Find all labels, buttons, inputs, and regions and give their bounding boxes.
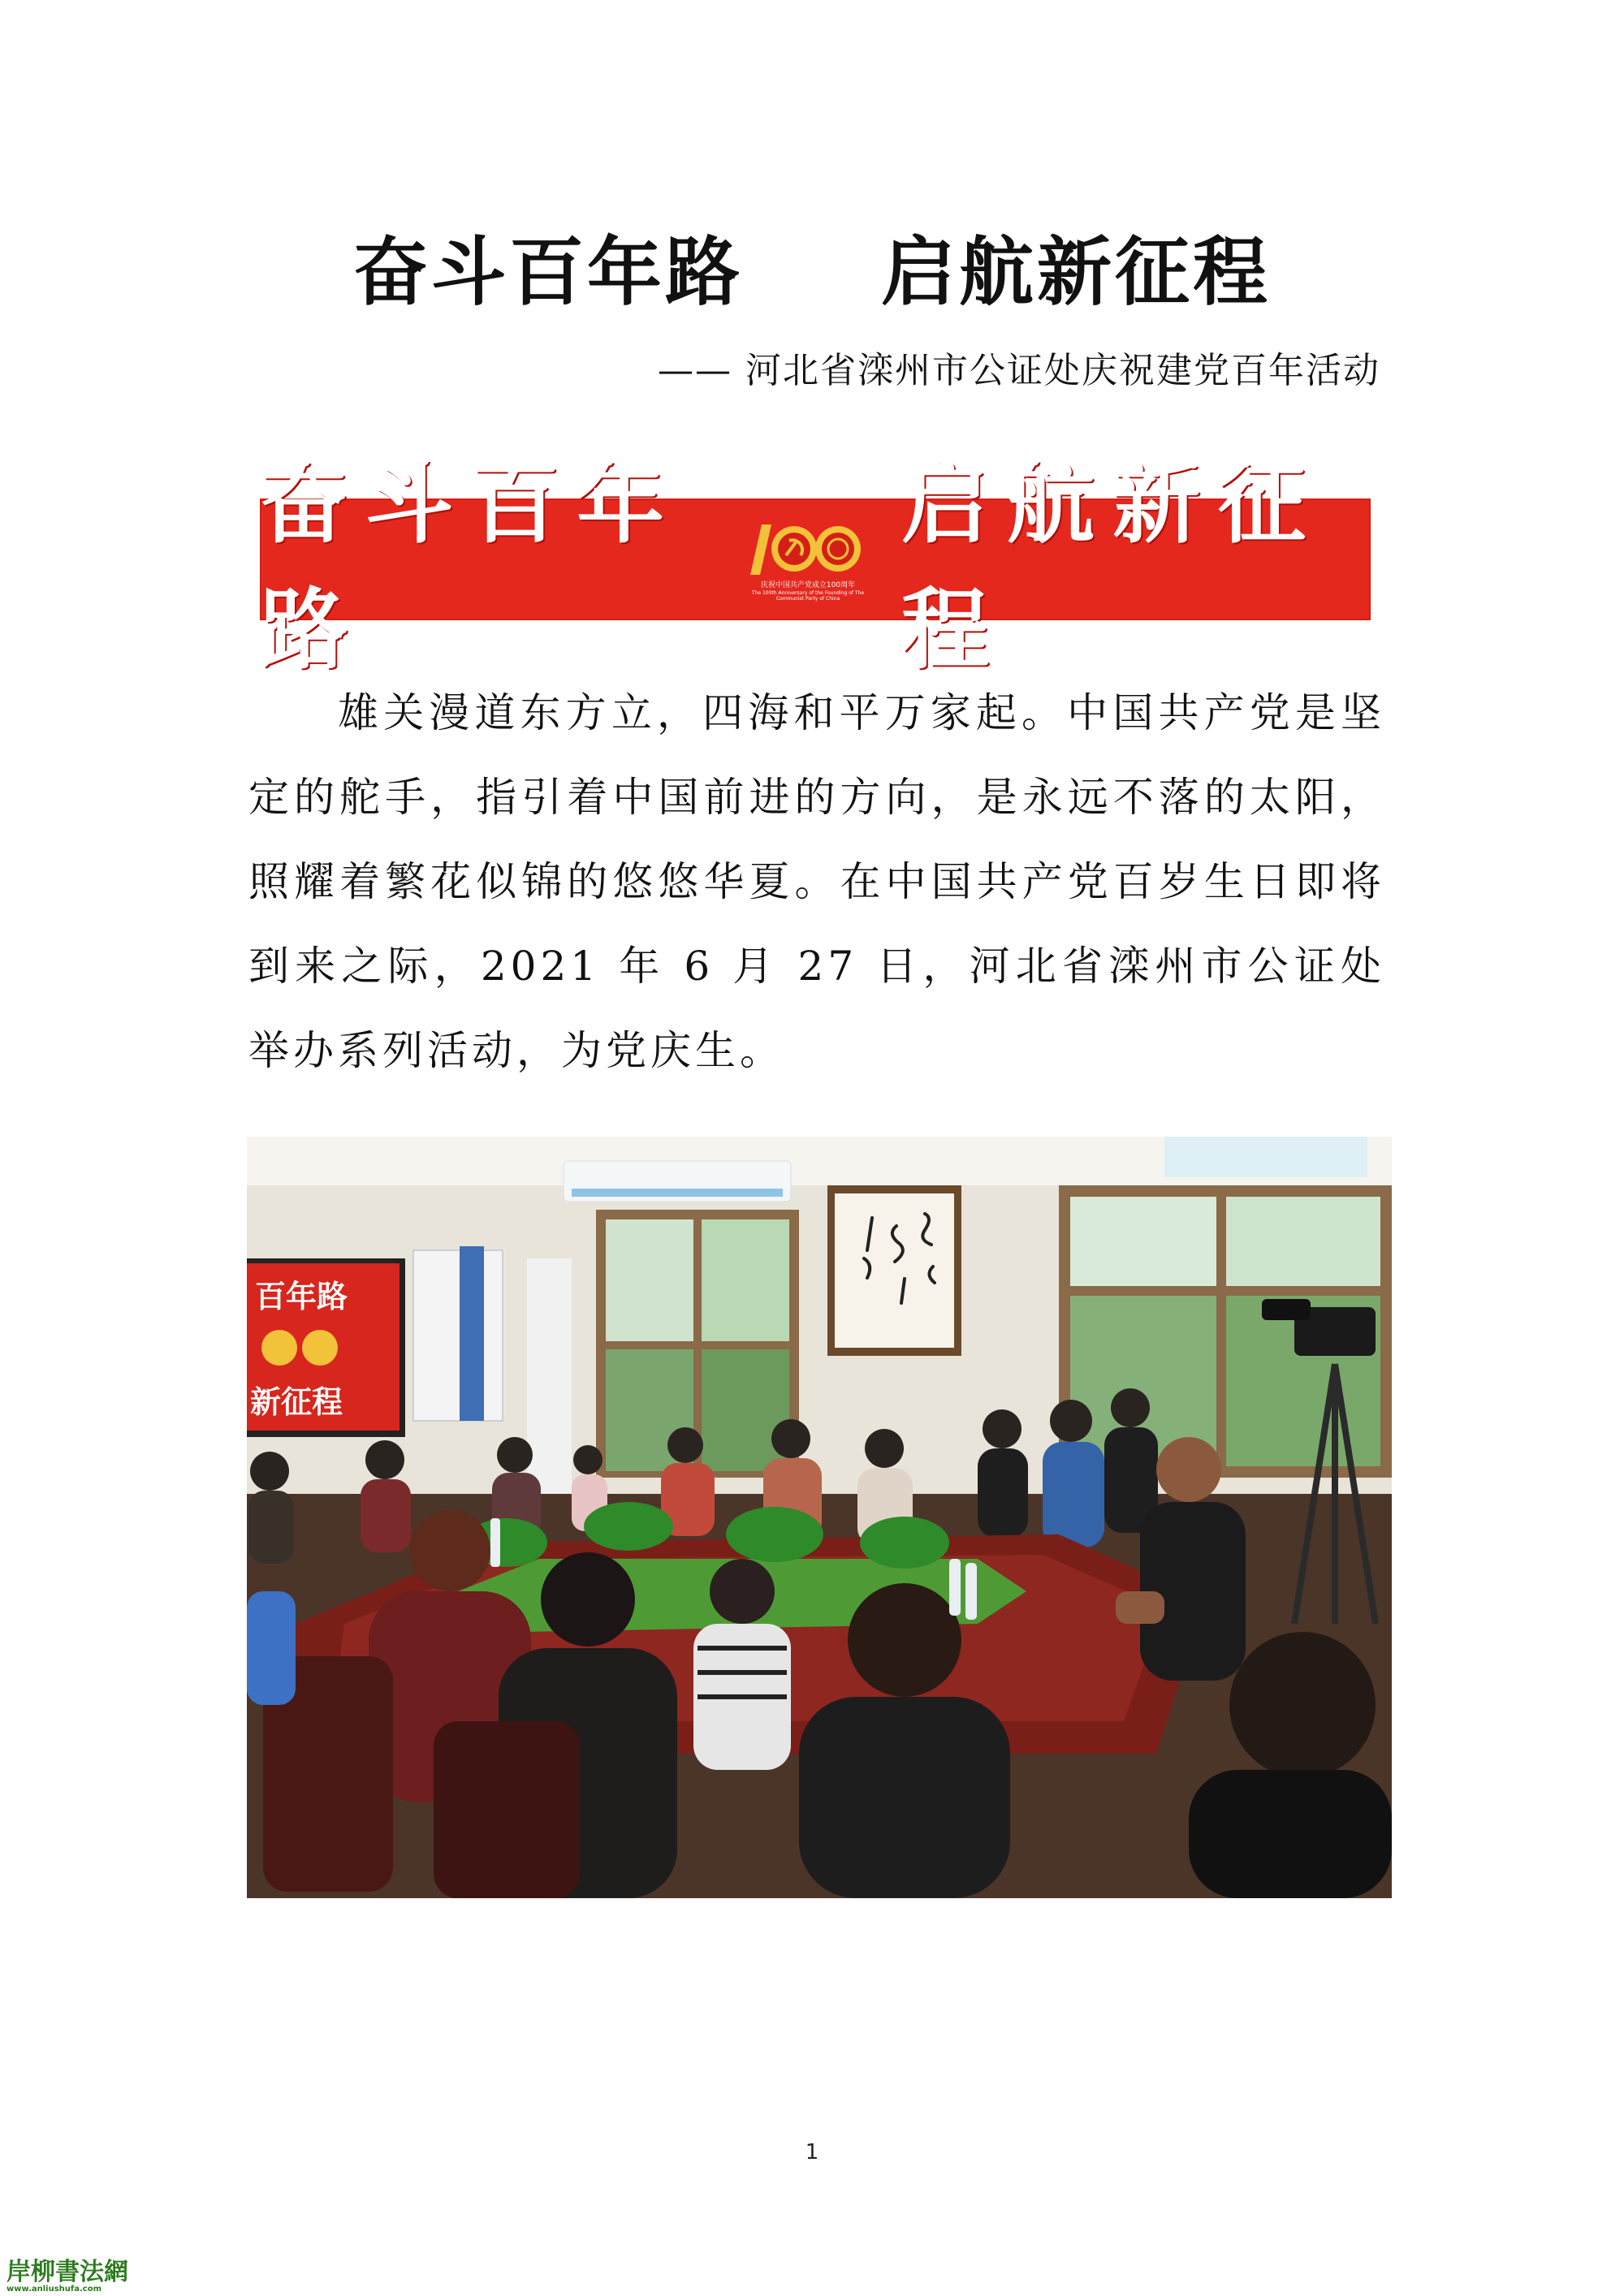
watermark-name: 岸柳書法網 [6, 2258, 128, 2286]
site-watermark [6, 2260, 128, 2294]
page-number: 1 [805, 2140, 819, 2164]
document-title [0, 213, 1624, 320]
meeting-photo [247, 1137, 1392, 1898]
screen-text-1: 百年路 [255, 1279, 348, 1314]
title-part-1: 奋斗百年路 [352, 229, 743, 316]
title-part-2: 启航新征程 [881, 229, 1272, 316]
body-paragraph: 雄关漫道东方立，四海和平万家起。中国共产党是坚定的舵手，指引着中国前进的方向，是永远不落的太阳，照耀着繁花似锦的悠悠华夏。在中国共产党百岁生日即将到来之际，2021 年 6 月 27 日，河北省滦州市公证处举办系列活动，为党庆生。 [248, 689, 1385, 1074]
banner-right-text: 启航新征程 [901, 454, 1324, 681]
centenary-logo [747, 518, 869, 602]
logo-caption-en: The 100th Anniversary of the Founding of The Communist Party of China [751, 589, 865, 602]
watermark-url: www.anliushufa.com [6, 2285, 102, 2294]
centenary-100-icon [747, 518, 869, 581]
red-banner [260, 454, 1371, 681]
logo-caption: 庆祝中国共产党成立100周年 [760, 580, 856, 589]
document-subtitle: —— 河北省滦州市公证处庆祝建党百年活动 [658, 350, 1380, 391]
banner-left-text: 奋斗百年路 [260, 454, 683, 681]
screen-text-2: 新征程 [250, 1384, 343, 1420]
